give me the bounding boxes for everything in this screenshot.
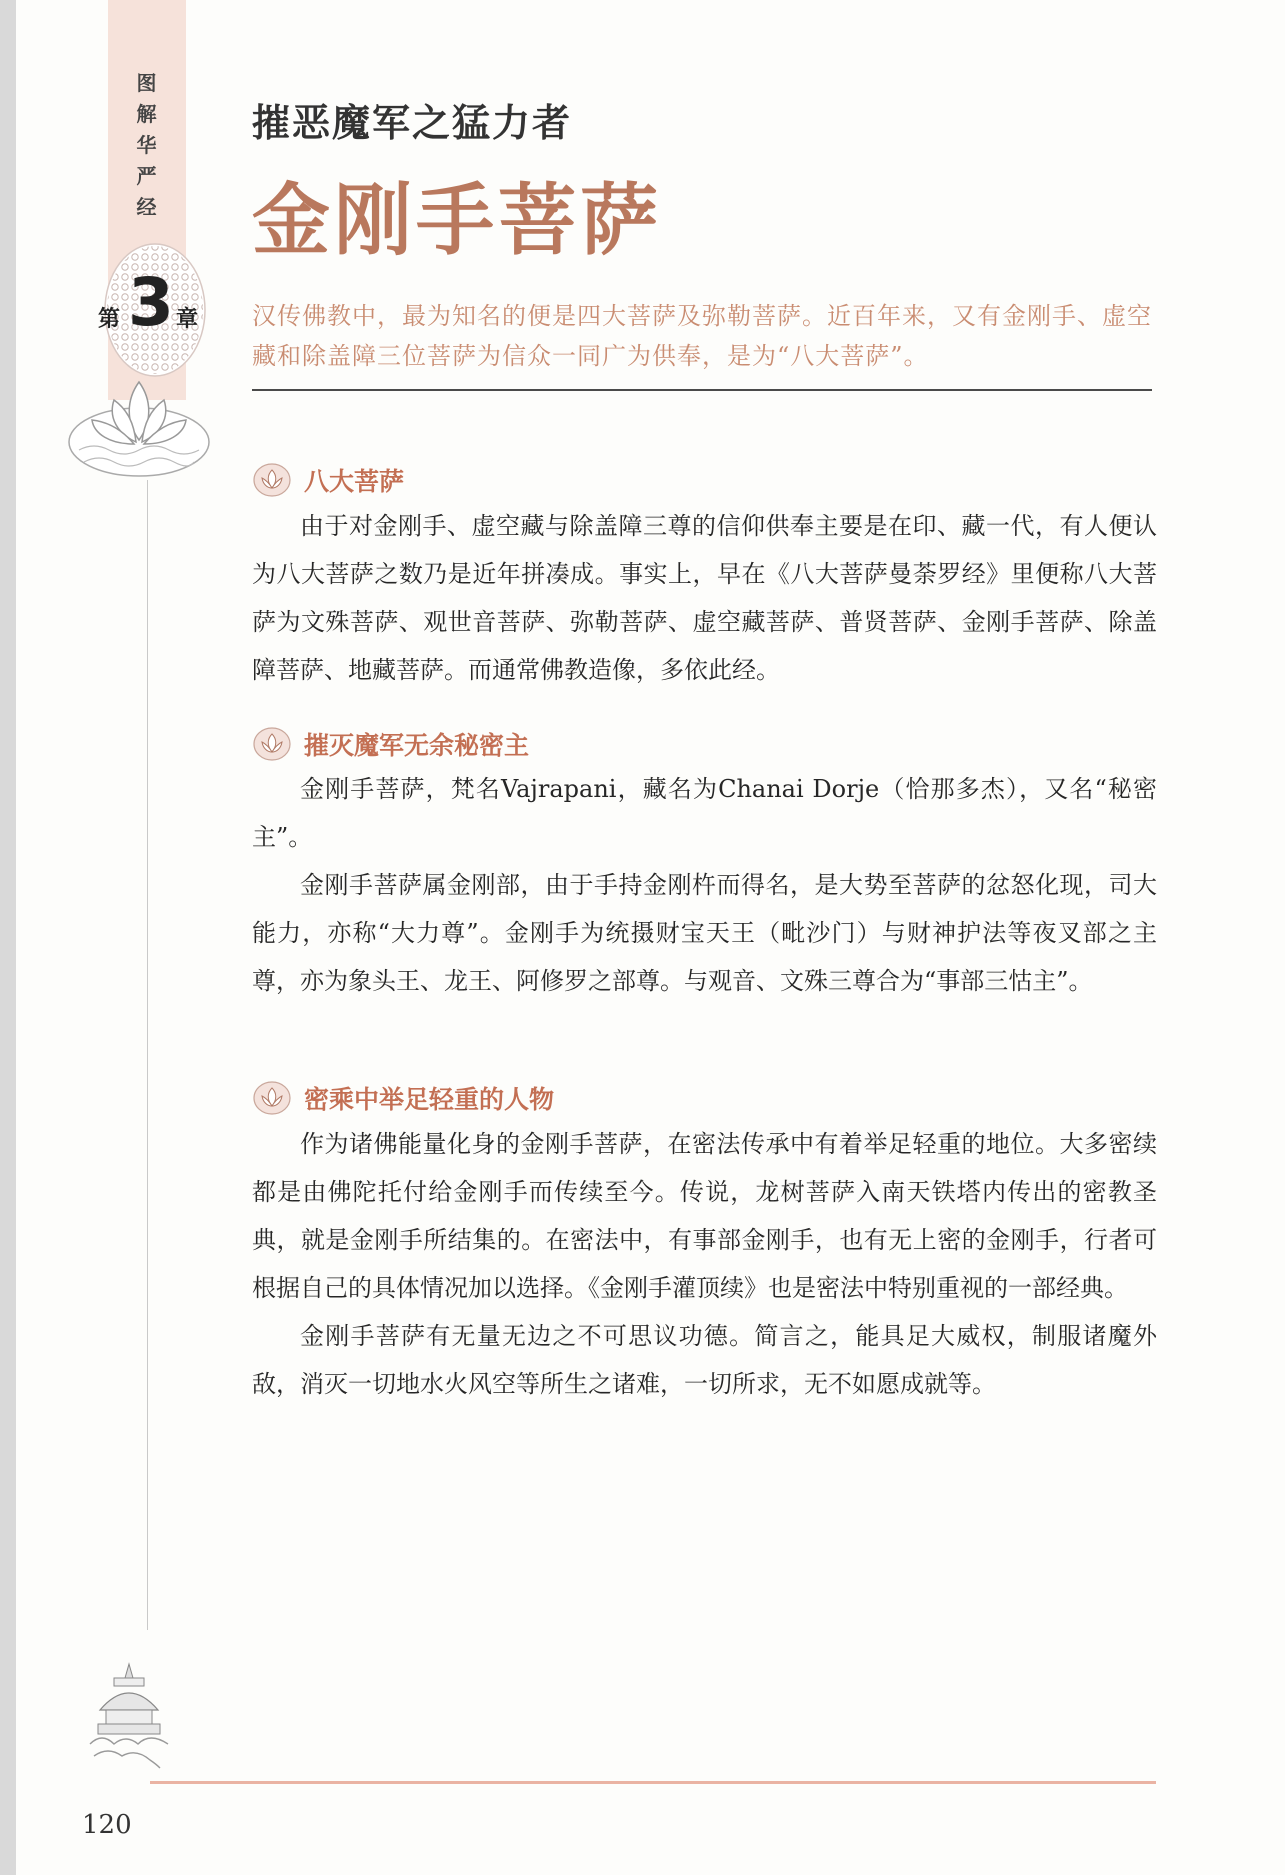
chapter-badge bbox=[90, 232, 220, 382]
page-subtitle: 摧恶魔军之猛力者 bbox=[252, 100, 573, 145]
book-title-char: 解 bbox=[136, 102, 158, 126]
book-title-char: 图 bbox=[136, 71, 158, 95]
lotus-bullet-icon bbox=[252, 726, 292, 762]
chapter-prefix: 第 bbox=[98, 307, 121, 332]
book-title-char: 经 bbox=[136, 195, 158, 219]
margin-rule bbox=[147, 480, 148, 1630]
section-body-1 bbox=[252, 502, 1157, 694]
paragraph: 金刚手菩萨属金刚部，由于手持金刚杵而得名，是大势至菩萨的忿怒化现，司大能力，亦称“大力尊”。金刚手为统摄财宝天王（毗沙门）与财神护法等夜叉部之主尊，亦为象头王、龙王、阿修罗之部尊。与观音、文殊三尊合为“事部三怙主”。 bbox=[252, 871, 1157, 995]
page-number: 120 bbox=[82, 1810, 132, 1840]
paragraph: 金刚手菩萨有无量无边之不可思议功德。简言之，能具足大威权，制服诸魔外敌，消灭一切地水火风空等所生之诸难，一切所求，无不如愿成就等。 bbox=[252, 1322, 1157, 1398]
section-heading-2 bbox=[252, 726, 529, 762]
section-body-3 bbox=[252, 1120, 1157, 1408]
lotus-icon bbox=[64, 370, 214, 490]
section-title: 密乘中举足轻重的人物 bbox=[304, 1085, 555, 1114]
section-heading-1 bbox=[252, 462, 404, 498]
page-title: 金刚手菩萨 bbox=[252, 175, 663, 266]
paragraph: 作为诸佛能量化身的金刚手菩萨，在密法传承中有着举足轻重的地位。大多密续都是由佛陀托付给金刚手而传续至今。传说，龙树菩萨入南天铁塔内传出的密教圣典，就是金刚手所结集的。在密法中，有事部金刚手，也有无上密的金刚手，行者可根据自己的具体情况加以选择。《金刚手灌顶续》也是密法中特别重视的一部经典。 bbox=[252, 1130, 1157, 1302]
intro-divider bbox=[252, 389, 1152, 391]
chapter-suffix: 章 bbox=[176, 307, 199, 332]
footer-rule bbox=[150, 1781, 1156, 1784]
lotus-bullet-icon bbox=[252, 1080, 292, 1116]
book-title-char: 华 bbox=[136, 133, 158, 157]
section-title: 八大菩萨 bbox=[304, 467, 405, 496]
section-title: 摧灭魔军无余秘密主 bbox=[304, 731, 530, 760]
paragraph: 由于对金刚手、虚空藏与除盖障三尊的信仰供奉主要是在印、藏一代，有人便认为八大菩萨之数乃是近年拼凑成。事实上，早在《八大菩萨曼荼罗经》里便称八大菩萨为文殊菩萨、观世音菩萨、弥勒菩萨、虚空藏菩萨、普贤菩萨、金刚手菩萨、除盖障菩萨、地藏菩萨。而通常佛教造像，多依此经。 bbox=[252, 512, 1157, 684]
chapter-number: 3 bbox=[128, 264, 174, 341]
paragraph: 金刚手菩萨，梵名Vajrapani，藏名为Chanai Dorje（恰那多杰），又名“秘密主”。 bbox=[252, 775, 1157, 851]
section-heading-3 bbox=[252, 1080, 554, 1116]
scan-edge bbox=[0, 0, 16, 1875]
book-title-vertical bbox=[108, 68, 186, 223]
section-body-2 bbox=[252, 765, 1157, 1005]
book-title-char: 严 bbox=[136, 164, 158, 188]
lotus-bullet-icon bbox=[252, 462, 292, 498]
intro-text: 汉传佛教中，最为知名的便是四大菩萨及弥勒菩萨。近百年来，又有金刚手、虚空藏和除盖障三位菩萨为信众一同广为供奉，是为“八大菩萨”。 bbox=[252, 302, 1152, 370]
stupa-icon bbox=[84, 1660, 174, 1770]
